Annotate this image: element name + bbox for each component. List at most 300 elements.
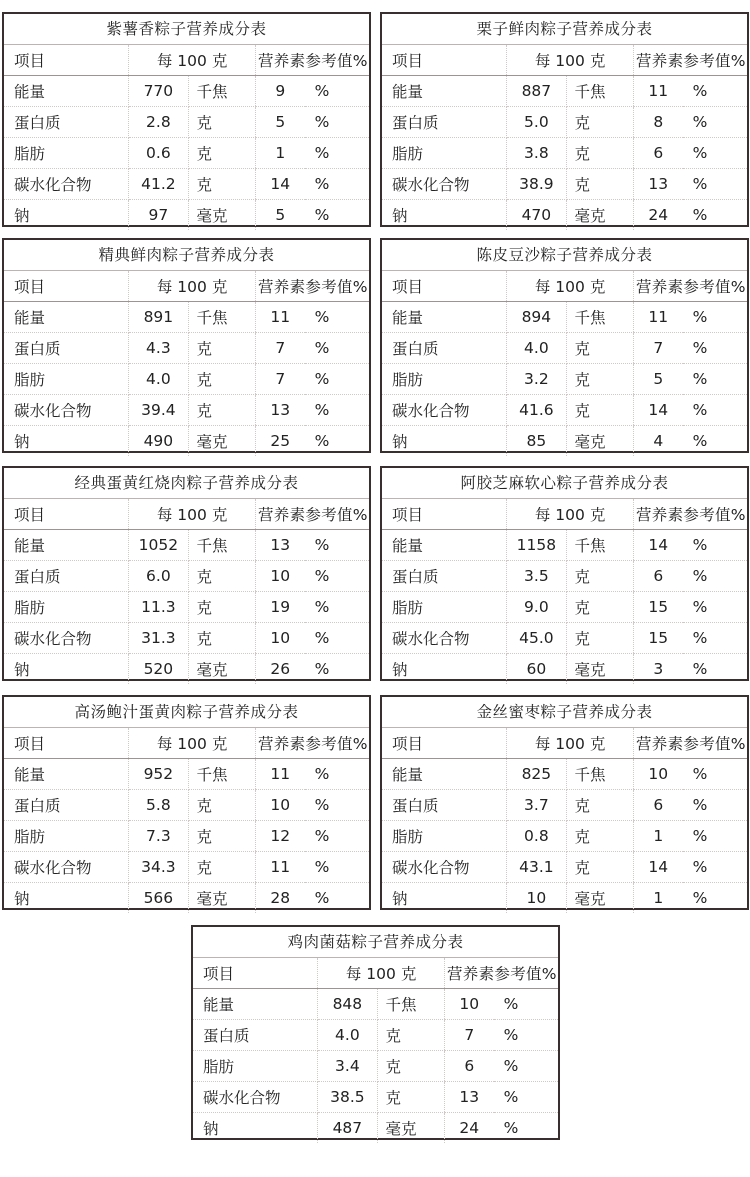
nutrient-name: 钠 — [193, 1113, 318, 1144]
nutrient-name: 脂肪 — [382, 138, 507, 169]
nutrient-value: 848 — [318, 989, 377, 1020]
percent-sign: % — [305, 76, 369, 107]
nutrition-table-panel — [2, 238, 371, 453]
table-row — [382, 790, 747, 821]
nutrient-value: 9.0 — [507, 592, 566, 623]
nutrient-unit: 克 — [566, 821, 633, 852]
header-nrv: 营养素参考值% — [634, 45, 748, 76]
nutrient-name: 蛋白质 — [382, 561, 507, 592]
nutrient-name: 能量 — [382, 76, 507, 107]
nrv-value: 13 — [445, 1082, 494, 1113]
table-row — [4, 530, 369, 561]
nrv-value: 3 — [634, 654, 683, 685]
nutrient-value: 6.0 — [129, 561, 188, 592]
table-row — [193, 989, 558, 1020]
nutrient-name: 蛋白质 — [4, 107, 129, 138]
nutrient-name: 钠 — [4, 654, 129, 685]
nutrient-value: 39.4 — [129, 395, 188, 426]
nutrient-value: 7.3 — [129, 821, 188, 852]
nutrient-value: 85 — [507, 426, 566, 457]
nutrient-unit: 克 — [566, 623, 633, 654]
nutrient-value: 1052 — [129, 530, 188, 561]
nutrition-table-panel — [2, 12, 371, 227]
nutrient-unit: 毫克 — [385, 1120, 417, 1138]
percent-sign: % — [494, 1020, 558, 1051]
percent-sign: % — [314, 889, 330, 907]
nutrient-name: 碳水化合物 — [4, 623, 129, 654]
nutrient-unit: 毫克 — [196, 890, 228, 908]
nutrient-unit: 千焦 — [566, 530, 633, 561]
nutrient-unit: 克 — [566, 364, 633, 395]
header-item: 项目 — [382, 45, 507, 76]
nutrient-value: 770 — [129, 76, 188, 107]
nrv-value: 7 — [256, 333, 305, 364]
nutrient-name: 钠 — [382, 426, 507, 457]
nrv-value: 10 — [634, 759, 683, 790]
nutrient-name: 能量 — [193, 989, 318, 1020]
nrv-value: 14 — [634, 852, 683, 883]
nutrient-value: 894 — [507, 302, 566, 333]
table-header-row — [382, 499, 747, 530]
percent-sign: % — [683, 364, 747, 395]
nrv-value: 7 — [256, 364, 305, 395]
nutrient-unit: 千焦 — [377, 989, 444, 1020]
nutrient-name: 钠 — [382, 654, 507, 685]
table-row — [382, 592, 747, 623]
nutrient-name: 蛋白质 — [382, 107, 507, 138]
nutrient-unit: 克 — [566, 561, 633, 592]
nutrient-value: 4.3 — [129, 333, 188, 364]
nutrient-name: 碳水化合物 — [382, 169, 507, 200]
nutrient-value: 520 — [129, 654, 188, 685]
table-row — [4, 138, 369, 169]
nutrient-value: 31.3 — [129, 623, 188, 654]
nutrition-table-panel — [191, 925, 560, 1140]
table-row — [4, 302, 369, 333]
table-row — [4, 821, 369, 852]
percent-sign: % — [314, 660, 330, 678]
table-header-row — [4, 499, 369, 530]
percent-sign: % — [683, 169, 747, 200]
table-row — [193, 1113, 558, 1144]
nutrient-name: 脂肪 — [382, 592, 507, 623]
percent-sign: % — [305, 302, 369, 333]
nrv-value: 1 — [256, 138, 305, 169]
table-row — [382, 883, 747, 914]
nutrient-value: 34.3 — [129, 852, 188, 883]
table-row — [4, 76, 369, 107]
percent-sign: % — [683, 821, 747, 852]
nutrient-unit: 毫克 — [196, 433, 228, 451]
percent-sign: % — [305, 107, 369, 138]
nutrition-table — [193, 958, 558, 1143]
nutrient-value: 470 — [507, 200, 566, 231]
nutrient-unit: 克 — [377, 1082, 444, 1113]
percent-sign: % — [683, 333, 747, 364]
nrv-value: 7 — [445, 1020, 494, 1051]
nutrient-unit: 千焦 — [188, 530, 255, 561]
nutrient-unit: 克 — [188, 790, 255, 821]
table-header-row — [193, 958, 558, 989]
nrv-value: 24 — [445, 1113, 494, 1144]
nutrition-table-panel — [380, 695, 749, 910]
nutrient-name: 钠 — [382, 200, 507, 231]
nutrient-unit: 克 — [188, 395, 255, 426]
nutrient-name: 蛋白质 — [193, 1020, 318, 1051]
nutrient-value: 3.4 — [318, 1051, 377, 1082]
nutrient-unit: 克 — [188, 561, 255, 592]
nutrient-value: 487 — [318, 1113, 377, 1144]
nrv-value: 11 — [634, 302, 683, 333]
percent-sign: % — [494, 1051, 558, 1082]
nutrient-unit: 克 — [566, 852, 633, 883]
nutrient-unit: 克 — [188, 138, 255, 169]
nutrition-table — [382, 499, 747, 684]
nutrient-name: 能量 — [4, 302, 129, 333]
table-row — [382, 76, 747, 107]
nutrient-name: 脂肪 — [382, 364, 507, 395]
nutrient-name: 能量 — [382, 530, 507, 561]
nutrient-name: 碳水化合物 — [193, 1082, 318, 1113]
table-row — [382, 759, 747, 790]
nutrition-table — [382, 45, 747, 230]
header-per-100g: 每 100 克 — [318, 958, 445, 989]
table-row — [382, 821, 747, 852]
nutrient-name: 脂肪 — [4, 138, 129, 169]
nutrition-table-panel — [380, 12, 749, 227]
header-nrv: 营养素参考值% — [256, 728, 370, 759]
nutrient-unit: 克 — [566, 790, 633, 821]
header-nrv: 营养素参考值% — [256, 271, 370, 302]
table-row — [382, 530, 747, 561]
percent-sign: % — [305, 592, 369, 623]
table-title: 精典鲜肉粽子营养成分表 — [4, 240, 369, 271]
nutrient-name: 能量 — [4, 530, 129, 561]
percent-sign: % — [683, 530, 747, 561]
nutrient-value: 43.1 — [507, 852, 566, 883]
nrv-value: 6 — [634, 138, 683, 169]
nutrition-table — [382, 271, 747, 456]
nrv-value: 15 — [634, 623, 683, 654]
nutrient-unit: 克 — [377, 1051, 444, 1082]
nutrient-name: 蛋白质 — [4, 333, 129, 364]
table-row — [382, 852, 747, 883]
nrv-value: 8 — [634, 107, 683, 138]
nrv-value: 13 — [256, 530, 305, 561]
nrv-value: 14 — [634, 530, 683, 561]
percent-sign: % — [683, 852, 747, 883]
table-row — [4, 169, 369, 200]
table-row — [382, 333, 747, 364]
nutrition-table-panel — [2, 695, 371, 910]
nrv-value: 9 — [256, 76, 305, 107]
table-row — [382, 561, 747, 592]
header-nrv: 营养素参考值% — [445, 958, 559, 989]
nrv-value: 15 — [634, 592, 683, 623]
nrv-value: 5 — [256, 107, 305, 138]
table-row — [4, 883, 369, 914]
percent-sign: % — [314, 206, 330, 224]
nutrient-unit: 毫克 — [574, 661, 606, 679]
table-row — [382, 138, 747, 169]
nutrient-unit: 克 — [188, 623, 255, 654]
header-per-100g: 每 100 克 — [507, 271, 634, 302]
nutrient-name: 蛋白质 — [4, 790, 129, 821]
nutrient-value: 10 — [507, 883, 566, 914]
percent-sign: % — [305, 138, 369, 169]
percent-sign: % — [305, 333, 369, 364]
nrv-value: 11 — [256, 302, 305, 333]
nutrient-value: 0.6 — [129, 138, 188, 169]
nutrient-name: 能量 — [4, 759, 129, 790]
table-row — [382, 426, 747, 457]
header-nrv: 营养素参考值% — [634, 499, 748, 530]
percent-sign: % — [692, 432, 708, 450]
nutrient-value: 887 — [507, 76, 566, 107]
percent-sign: % — [314, 432, 330, 450]
nrv-value: 11 — [634, 76, 683, 107]
header-nrv: 营养素参考值% — [256, 499, 370, 530]
nutrient-unit: 毫克 — [196, 207, 228, 225]
percent-sign: % — [692, 660, 708, 678]
header-per-100g: 每 100 克 — [507, 728, 634, 759]
nutrient-value: 38.9 — [507, 169, 566, 200]
table-row — [4, 623, 369, 654]
table-title: 阿胶芝麻软心粽子营养成分表 — [382, 468, 747, 499]
nutrient-name: 脂肪 — [382, 821, 507, 852]
nutrient-name: 能量 — [382, 302, 507, 333]
table-row — [4, 592, 369, 623]
nrv-value: 28 — [256, 883, 305, 914]
header-item: 项目 — [4, 45, 129, 76]
nutrition-table — [4, 45, 369, 230]
nrv-value: 4 — [634, 426, 683, 457]
nutrient-name: 钠 — [382, 883, 507, 914]
nrv-value: 14 — [256, 169, 305, 200]
header-per-100g: 每 100 克 — [129, 499, 256, 530]
nutrient-value: 41.6 — [507, 395, 566, 426]
percent-sign: % — [305, 395, 369, 426]
nrv-value: 7 — [634, 333, 683, 364]
table-header-row — [4, 45, 369, 76]
nrv-value: 13 — [256, 395, 305, 426]
header-nrv: 营养素参考值% — [256, 45, 370, 76]
nutrient-name: 蛋白质 — [4, 561, 129, 592]
table-title: 鸡肉菌菇粽子营养成分表 — [193, 927, 558, 958]
table-header-row — [4, 728, 369, 759]
nutrient-value: 566 — [129, 883, 188, 914]
nrv-value: 10 — [256, 790, 305, 821]
percent-sign: % — [683, 395, 747, 426]
percent-sign: % — [683, 592, 747, 623]
nutrient-name: 碳水化合物 — [4, 169, 129, 200]
nutrition-table-panel — [380, 466, 749, 681]
nutrient-unit: 毫克 — [574, 890, 606, 908]
table-row — [4, 395, 369, 426]
nrv-value: 14 — [634, 395, 683, 426]
table-row — [4, 561, 369, 592]
nutrient-unit: 克 — [188, 592, 255, 623]
header-per-100g: 每 100 克 — [129, 45, 256, 76]
nutrient-value: 11.3 — [129, 592, 188, 623]
nutrient-unit: 克 — [566, 107, 633, 138]
nutrition-table-panel — [2, 466, 371, 681]
nutrient-value: 60 — [507, 654, 566, 685]
percent-sign: % — [692, 889, 708, 907]
nutrient-name: 脂肪 — [4, 592, 129, 623]
nutrient-value: 2.8 — [129, 107, 188, 138]
nrv-value: 10 — [256, 561, 305, 592]
nutrient-value: 1158 — [507, 530, 566, 561]
nutrient-unit: 毫克 — [574, 433, 606, 451]
nrv-value: 10 — [256, 623, 305, 654]
table-row — [382, 200, 747, 231]
nutrient-name: 碳水化合物 — [4, 852, 129, 883]
nutrient-unit: 克 — [566, 333, 633, 364]
percent-sign: % — [305, 169, 369, 200]
header-item: 项目 — [382, 271, 507, 302]
nutrient-name: 能量 — [4, 76, 129, 107]
nutrient-unit: 克 — [188, 852, 255, 883]
nrv-value: 6 — [634, 561, 683, 592]
nutrient-name: 脂肪 — [193, 1051, 318, 1082]
percent-sign: % — [683, 76, 747, 107]
nutrient-value: 4.0 — [507, 333, 566, 364]
nutrition-table — [4, 271, 369, 456]
nutrient-name: 钠 — [4, 200, 129, 231]
percent-sign: % — [305, 790, 369, 821]
nrv-value: 26 — [256, 654, 305, 685]
table-row — [382, 654, 747, 685]
nutrient-unit: 克 — [188, 169, 255, 200]
table-row — [4, 333, 369, 364]
header-nrv: 营养素参考值% — [634, 728, 748, 759]
table-row — [382, 623, 747, 654]
nutrient-unit: 克 — [188, 364, 255, 395]
percent-sign: % — [305, 821, 369, 852]
nutrient-unit: 千焦 — [566, 759, 633, 790]
table-header-row — [382, 728, 747, 759]
header-per-100g: 每 100 克 — [507, 499, 634, 530]
header-item: 项目 — [382, 499, 507, 530]
percent-sign: % — [683, 790, 747, 821]
nutrient-value: 825 — [507, 759, 566, 790]
nrv-value: 11 — [256, 759, 305, 790]
nutrient-name: 钠 — [4, 883, 129, 914]
percent-sign: % — [692, 206, 708, 224]
percent-sign: % — [683, 138, 747, 169]
table-row — [193, 1082, 558, 1113]
nutrient-unit: 千焦 — [188, 759, 255, 790]
nutrient-name: 脂肪 — [4, 364, 129, 395]
nrv-value: 5 — [634, 364, 683, 395]
nutrient-name: 脂肪 — [4, 821, 129, 852]
nutrient-unit: 克 — [377, 1020, 444, 1051]
table-row — [382, 302, 747, 333]
table-header-row — [4, 271, 369, 302]
header-per-100g: 每 100 克 — [129, 728, 256, 759]
table-row — [382, 395, 747, 426]
nutrient-name: 碳水化合物 — [382, 852, 507, 883]
table-row — [382, 107, 747, 138]
nutrient-name: 钠 — [4, 426, 129, 457]
nutrient-name: 蛋白质 — [382, 333, 507, 364]
percent-sign: % — [683, 561, 747, 592]
percent-sign: % — [683, 302, 747, 333]
nutrient-unit: 千焦 — [566, 302, 633, 333]
nutrition-table — [4, 499, 369, 684]
table-row — [4, 852, 369, 883]
nrv-value: 5 — [256, 200, 305, 231]
nutrient-unit: 千焦 — [566, 76, 633, 107]
nutrient-unit: 克 — [566, 592, 633, 623]
table-row — [4, 426, 369, 457]
nutrient-value: 891 — [129, 302, 188, 333]
nutrient-value: 490 — [129, 426, 188, 457]
nrv-value: 6 — [634, 790, 683, 821]
nutrient-unit: 克 — [188, 333, 255, 364]
nutrient-value: 3.2 — [507, 364, 566, 395]
nutrient-value: 45.0 — [507, 623, 566, 654]
nutrient-unit: 克 — [566, 169, 633, 200]
nutrient-unit: 克 — [188, 107, 255, 138]
nutrition-table — [4, 728, 369, 913]
table-header-row — [382, 45, 747, 76]
nutrient-value: 5.8 — [129, 790, 188, 821]
percent-sign: % — [305, 623, 369, 654]
table-title: 高汤鲍汁蛋黄肉粽子营养成分表 — [4, 697, 369, 728]
table-row — [382, 364, 747, 395]
header-nrv: 营养素参考值% — [634, 271, 748, 302]
nutrient-value: 3.5 — [507, 561, 566, 592]
table-row — [193, 1020, 558, 1051]
header-item: 项目 — [382, 728, 507, 759]
nrv-value: 25 — [256, 426, 305, 457]
header-item: 项目 — [4, 499, 129, 530]
nutrient-name: 蛋白质 — [382, 790, 507, 821]
nrv-value: 11 — [256, 852, 305, 883]
table-title: 紫薯香粽子营养成分表 — [4, 14, 369, 45]
table-row — [382, 169, 747, 200]
percent-sign: % — [305, 561, 369, 592]
nutrient-unit: 克 — [188, 821, 255, 852]
header-item: 项目 — [193, 958, 318, 989]
percent-sign: % — [494, 1082, 558, 1113]
header-per-100g: 每 100 克 — [129, 271, 256, 302]
nutrient-value: 5.0 — [507, 107, 566, 138]
table-row — [4, 107, 369, 138]
table-title: 金丝蜜枣粽子营养成分表 — [382, 697, 747, 728]
table-row — [193, 1051, 558, 1082]
percent-sign: % — [683, 623, 747, 654]
percent-sign: % — [683, 107, 747, 138]
nutrient-name: 碳水化合物 — [4, 395, 129, 426]
table-row — [4, 790, 369, 821]
table-title: 经典蛋黄红烧肉粽子营养成分表 — [4, 468, 369, 499]
nutrient-unit: 克 — [566, 138, 633, 169]
nutrient-unit: 毫克 — [574, 207, 606, 225]
table-title: 栗子鲜肉粽子营养成分表 — [382, 14, 747, 45]
percent-sign: % — [503, 1119, 519, 1137]
nutrient-name: 碳水化合物 — [382, 395, 507, 426]
nrv-value: 12 — [256, 821, 305, 852]
nrv-value: 6 — [445, 1051, 494, 1082]
table-title: 陈皮豆沙粽子营养成分表 — [382, 240, 747, 271]
percent-sign: % — [305, 759, 369, 790]
nrv-value: 1 — [634, 821, 683, 852]
nutrient-value: 41.2 — [129, 169, 188, 200]
nutrient-value: 4.0 — [318, 1020, 377, 1051]
